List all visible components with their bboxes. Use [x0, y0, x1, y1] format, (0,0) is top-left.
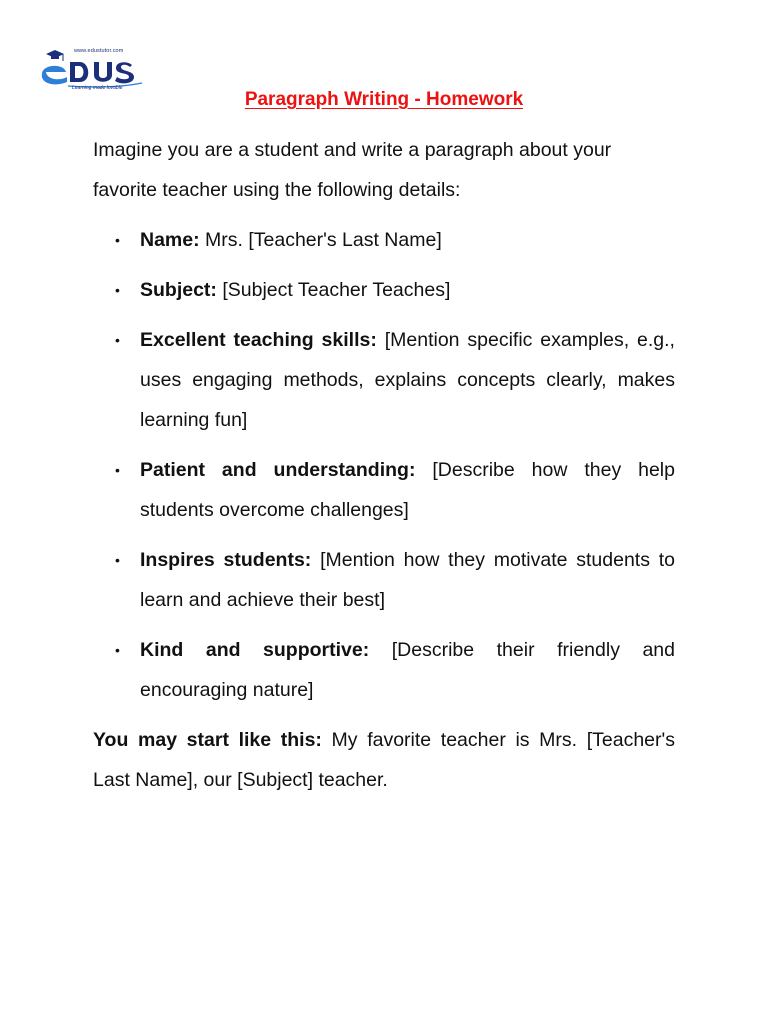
closing-label: You may start like this: [93, 729, 322, 751]
list-item [93, 630, 675, 710]
detail-label: Inspires students: [140, 549, 312, 571]
bullet-icon: • [115, 552, 120, 568]
bullet-icon: • [115, 462, 120, 478]
detail-label: Patient and understanding: [140, 459, 416, 481]
intro-paragraph: Imagine you are a student and write a paragraph about your favorite teacher using the following details: [93, 139, 612, 201]
logo-url: www.edustutor.com [74, 48, 124, 54]
detail-label: Name: [140, 229, 200, 251]
edus-wordmark-icon [38, 50, 148, 90]
detail-label: Kind and supportive: [140, 639, 370, 661]
details-list [93, 220, 675, 710]
list-item [93, 220, 675, 260]
detail-text: [Mention how they motivate students to learn and achieve their best] [140, 549, 676, 611]
detail-text: [Subject Teacher Teaches] [216, 279, 451, 301]
bullet-icon: • [115, 642, 120, 658]
detail-text: [Mention specific examples, e.g., uses engaging methods, explains concepts clearly, makes learning fun] [140, 329, 675, 431]
list-item [93, 450, 675, 530]
logo-tagline: Learning made lovable [72, 85, 123, 91]
detail-label: Subject: [140, 279, 217, 301]
bullet-icon: • [115, 282, 120, 298]
bullet-icon: • [115, 232, 120, 248]
bullet-icon: • [115, 332, 120, 348]
detail-label: Excellent teaching skills: [140, 329, 377, 351]
detail-text: [Describe their friendly and encouraging nature] [140, 639, 675, 701]
homework-body [93, 130, 675, 800]
detail-text: Mrs. [Teacher's Last Name] [199, 229, 442, 251]
list-item [93, 270, 675, 310]
closing-paragraph [93, 720, 675, 800]
list-item [93, 320, 675, 440]
list-item [93, 540, 675, 620]
page-title: Paragraph Writing - Homework [244, 89, 524, 110]
detail-text: [Describe how they help students overcome challenges] [140, 459, 675, 521]
closing-text: My favorite teacher is Mrs. [Teacher's Last Name], our [Subject] teacher. [93, 729, 675, 791]
